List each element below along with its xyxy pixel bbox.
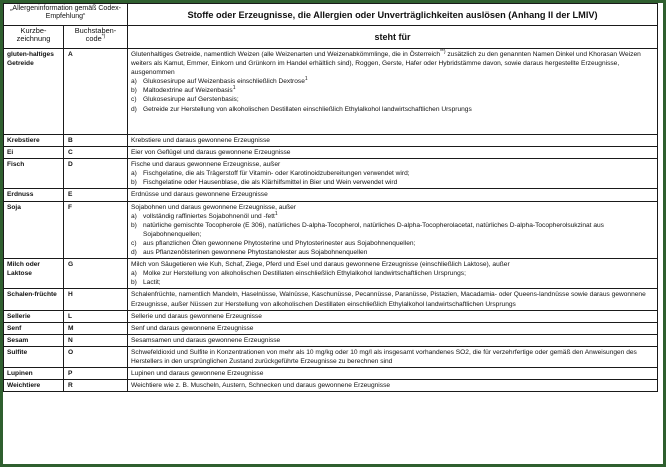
table-row (4, 334, 658, 346)
row-description: Sellerie und daraus gewonnene Erzeugnisse (128, 310, 658, 322)
row-text: Milch von Säugetieren wie Kuh, Schaf, Ziege, Pferd und Esel und daraus gewonnene Erzeugnisse (einschließlich Laktose), außer (131, 261, 510, 269)
row-name: Sulfite (4, 346, 64, 367)
table-row (4, 201, 658, 259)
list-item-marker: a) (131, 78, 137, 86)
table-row (4, 289, 658, 310)
row-name: Lupinen (4, 368, 64, 380)
row-name: Weichtiere (4, 380, 64, 392)
table-row (4, 49, 658, 135)
row-description: Eier von Geflügel und daraus gewonnene Erzeugnisse (128, 147, 658, 159)
col-header-code (64, 26, 128, 49)
col-header-code-sup: *) (101, 33, 106, 40)
table-row (4, 147, 658, 159)
list-item (131, 278, 654, 287)
row-code: D (64, 159, 128, 189)
row-description: Weichtiere wie z. B. Muscheln, Austern, Schnecken und daraus gewonnene Erzeugnisse (128, 380, 658, 392)
row-description: Erdnüsse und daraus gewonnene Erzeugnisse (128, 189, 658, 201)
list-item-marker: a) (131, 170, 137, 178)
row-text-cont: zusätzlich zu den genannten Namen Dinkel und Khorasan Weizen weiters als Kamut, Emmer, Einkorn und Grünkorn im Handel erhältlich sind), Roggen, Gerste, Hafer oder Hybridstämme davon, sowie daraus hergestellte Erzeugnisse, ausgenommen (131, 51, 641, 77)
list-item-label: Maltodextrine auf Weizenbasis (143, 87, 233, 95)
list-item-sup: 1 (304, 76, 308, 83)
list-item (131, 95, 654, 104)
list-item-label: natürliche gemischte Tocopherole (E 306), natürliches D-alpha-Tocopherol, natürliches D-alpha-Tocopherolacetat, natürliches D-alpha-Tocopherolsukzinat aus Sojabohnenquellen; (143, 221, 604, 238)
row-description: Lupinen und daraus gewonnene Erzeugnisse (128, 368, 658, 380)
row-name: Soja (4, 201, 64, 259)
list-item-label: Fischgelatine, die als Trägerstoff für Vitamin- oder Karotinoidzubereitungen verwendet wird; (143, 170, 410, 178)
table-row (4, 135, 658, 147)
list-item-label: Glukosesirupe auf Weizenbasis einschließlich Dextrose (143, 78, 305, 86)
row-text: Sojabohnen und daraus gewonnene Erzeugnisse, außer (131, 203, 296, 211)
row-name: Krebstiere (4, 135, 64, 147)
row-description (128, 49, 658, 135)
row-description: Schwefeldioxid und Sulfite in Konzentrationen von mehr als 10 mg/kg oder 10 mg/l als insgesamt vorhandenes SO2, die für verzehrfertige oder gemäß den Anweisungen des Herstellers in den ursprünglichen Zustand zurückgeführte Erzeugnisse zu berechnen sind (128, 346, 658, 367)
col-header-short: Kurzbe-zeichnung (4, 26, 64, 49)
row-description (128, 259, 658, 289)
row-name: Milch oder Laktose (4, 259, 64, 289)
list-item-label: aus pflanzlichen Ölen gewonnene Phytosterine und Phytosterinester aus Sojabohnenquellen; (143, 239, 416, 247)
list-item-marker: b) (131, 221, 137, 229)
row-name: Schalen-früchte (4, 289, 64, 310)
list-item-marker: a) (131, 270, 137, 278)
row-code: N (64, 334, 128, 346)
row-text: Fische und daraus gewonnene Erzeugnisse, außer (131, 161, 281, 169)
table-row (4, 310, 658, 322)
row-code: A (64, 49, 128, 135)
list-item-marker: b) (131, 87, 137, 95)
table-row (4, 322, 658, 334)
row-code: O (64, 346, 128, 367)
row-name: Fisch (4, 159, 64, 189)
row-description: Sesamsamen und daraus gewonnene Erzeugnisse (128, 334, 658, 346)
row-text: Glutenhaltiges Getreide, namentlich Weizen (alle Weizenarten und Weizenabkömmlinge, die in Österreich (131, 51, 440, 58)
list-item-label: Getreide zur Herstellung von alkoholischen Destillaten einschließlich Ethylalkohol landwirtschaftlichen Ursprungs (143, 105, 472, 113)
list-item (131, 239, 654, 248)
table-row (4, 346, 658, 367)
list-item (131, 248, 654, 257)
list-item-marker: c) (131, 96, 137, 104)
table-row (4, 380, 658, 392)
list-item-label: Lactit; (143, 279, 161, 287)
list-item (131, 105, 654, 114)
list-item-marker: b) (131, 179, 137, 187)
list-item-sup: 1 (232, 85, 236, 92)
list-item (131, 77, 654, 86)
row-code: L (64, 310, 128, 322)
list-item (131, 178, 654, 187)
list-item-sup: 1 (274, 210, 278, 217)
row-name: Sellerie (4, 310, 64, 322)
row-description (128, 159, 658, 189)
allergen-info-header: „Allergeninformation gemäß Codex-Empfehlung“ (4, 4, 128, 26)
list-item-text (143, 86, 654, 95)
list-item-text (143, 77, 654, 86)
row-description: Senf und daraus gewonnene Erzeugnisse (128, 322, 658, 334)
list-item (131, 221, 654, 239)
table-row (4, 259, 658, 289)
row-code: E (64, 189, 128, 201)
row-name: gluten-haltiges Getreide (4, 49, 64, 135)
row-description: Schalenfrüchte, namentlich Mandeln, Haselnüsse, Walnüsse, Kaschunüsse, Pecannüsse, Paranüsse, Pistazien, Macadamia- oder Queens-landnüsse sowie daraus gewonnene Erzeugnisse, außer Nüssen zur Herstellung von alkoholischen Destillaten einschließlich Ethylalkohol landwirtschaftlichen Ursprungs (128, 289, 658, 310)
list-item-marker: d) (131, 105, 137, 113)
row-code: M (64, 322, 128, 334)
main-title-header: Stoffe oder Erzeugnisse, die Allergien oder Unverträglichkeiten auslösen (Anhang II der LMIV) (128, 4, 658, 26)
list-item-label: aus Pflanzenölsterinen gewonnene Phytostanolester aus Sojabohnenquellen (143, 249, 368, 257)
allergen-table (3, 3, 658, 392)
row-name: Ei (4, 147, 64, 159)
row-description (128, 201, 658, 259)
list-item (131, 169, 654, 178)
list-item-marker: a) (131, 212, 137, 220)
list-item-marker: b) (131, 279, 137, 287)
col-header-stands-for: steht für (128, 26, 658, 49)
col-header-code-label: Buchstaben-code (74, 26, 117, 43)
list-item (131, 212, 654, 221)
list-item (131, 86, 654, 95)
row-code: P (64, 368, 128, 380)
row-code: C (64, 147, 128, 159)
row-name: Sesam (4, 334, 64, 346)
row-code: B (64, 135, 128, 147)
row-name: Senf (4, 322, 64, 334)
row-code: H (64, 289, 128, 310)
list-item (131, 269, 654, 278)
list-item-marker: d) (131, 249, 137, 257)
table-row (4, 368, 658, 380)
list-item-label: Fischgelatine oder Hausenblase, die als Klärhilfsmittel in Bier und Wein verwendet wird (143, 179, 398, 187)
row-description: Krebstiere und daraus gewonnene Erzeugnisse (128, 135, 658, 147)
list-item-marker: c) (131, 239, 137, 247)
row-code: R (64, 380, 128, 392)
list-item-label: Molke zur Herstellung von alkoholischen Destillaten einschließlich Ethylalkohol landwirtschaftlichen Ursprungs; (143, 270, 466, 278)
row-text-sup: **) (439, 48, 446, 55)
list-item-label: Glukosesirupe auf Gerstenbasis; (143, 96, 239, 104)
table-row (4, 189, 658, 201)
table-row (4, 159, 658, 189)
row-name: Erdnuss (4, 189, 64, 201)
row-code: G (64, 259, 128, 289)
row-code: F (64, 201, 128, 259)
list-item-label: vollständig raffiniertes Sojabohnenöl und -fett (143, 212, 275, 220)
list-item-text (143, 212, 654, 221)
